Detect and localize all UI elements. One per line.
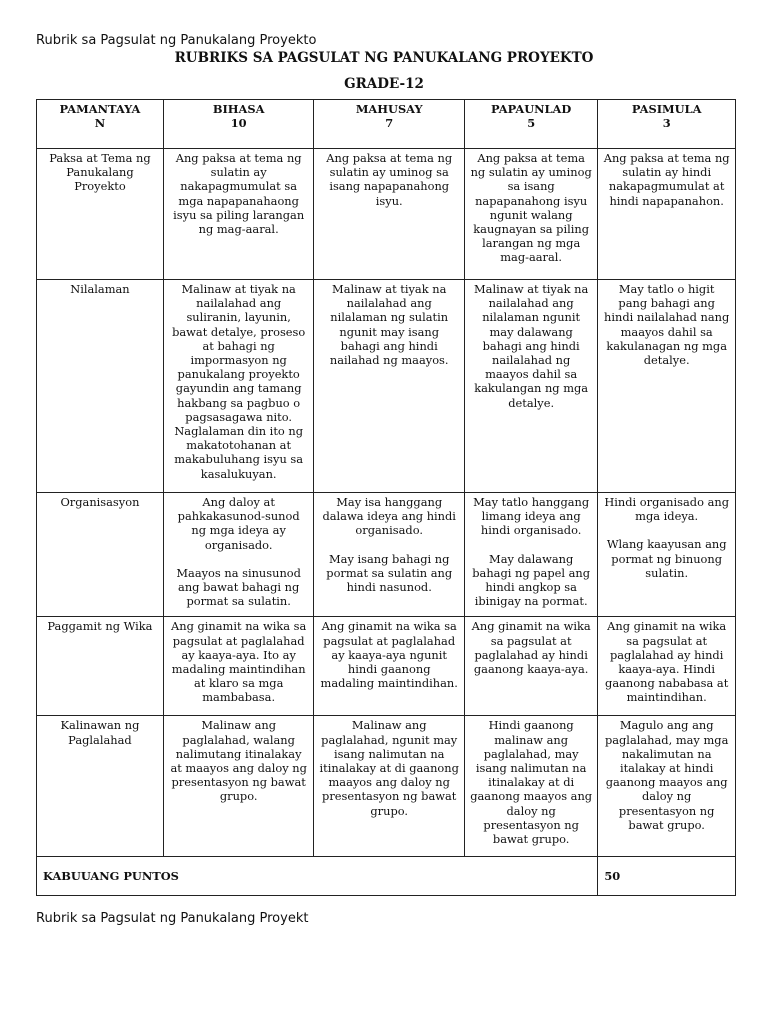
pasimula-cell: May tatlo o higit pang bahagi ang hindi nailalahad nang maayos dahil sa kakulanagan ng mga detalye. bbox=[598, 280, 736, 493]
papaunlad-cell: Hindi gaanong malinaw ang paglalahad, may isang nalimutan na itinalakay at di gaanong maayos ang daloy ng presentasyon ng bawat grupo. bbox=[464, 716, 597, 857]
bihasa-cell: Malinaw ang paglalahad, walang nalimutang itinalakay at maayos ang daloy ng presentasyon ng bawat grupo. bbox=[163, 716, 314, 857]
papaunlad-cell: Ang ginamit na wika sa pagsulat at paglalahad ay hindi gaanong kaaya-aya. bbox=[464, 617, 597, 716]
cell-paragraph: Hindi organisado ang mga ideya. bbox=[604, 495, 729, 524]
table-row bbox=[37, 716, 736, 857]
table-row bbox=[37, 149, 736, 280]
rubric-table bbox=[36, 99, 736, 896]
mahusay-cell: Malinaw at tiyak na nailalahad ang nilalaman ng sulatin ngunit may isang bahagi ang hindi nailahad ng maayos. bbox=[314, 280, 465, 493]
cell-paragraph: May dalawang bahagi ng papel ang hindi angkop sa ibinigay na pormat. bbox=[472, 551, 591, 609]
pasimula-cell bbox=[598, 493, 736, 617]
header-score: 3 bbox=[662, 116, 671, 131]
header-label: MAHUSAY bbox=[355, 102, 423, 116]
table-header-row bbox=[37, 100, 736, 149]
bihasa-cell: Ang ginamit na wika sa pagsulat at paglalahad ay kaaya-aya. Ito ay madaling maintindihan at klaro sa mga mambabasa. bbox=[163, 617, 314, 716]
pasimula-cell: Ang ginamit na wika sa pagsulat at paglalahad ay hindi kaaya-aya. Hindi gaanong nababasa at maintindihan. bbox=[598, 617, 736, 716]
total-row bbox=[37, 857, 736, 896]
header-label-cont: N bbox=[94, 116, 106, 131]
mahusay-cell: Malinaw ang paglalahad, ngunit may isang nalimutan na itinalakay at di gaanong maayos ang daloy ng presentasyon ng bawat grupo. bbox=[314, 716, 465, 857]
papaunlad-cell: Malinaw at tiyak na nailalahad ang nilalaman ngunit may dalawang bahagi ang hindi nailalahad ng maayos dahil sa kakulangan ng mga detalye. bbox=[464, 280, 597, 493]
cell-paragraph: May isang bahagi ng pormat sa sulatin ang hindi nasunod. bbox=[326, 551, 453, 595]
mahusay-cell: Ang paksa at tema ng sulatin ay uminog sa isang napapanahong isyu. bbox=[314, 149, 465, 280]
papaunlad-cell bbox=[464, 493, 597, 617]
bihasa-cell: Ang paksa at tema ng sulatin ay nakapagmumulat sa mga napapanahaong isyu sa piling larangan ng mag-aaral. bbox=[163, 149, 314, 280]
header-label: PAMANTAYA bbox=[59, 102, 141, 116]
page-footer: Rubrik sa Pagsulat ng Panukalang Proyekt bbox=[36, 911, 309, 926]
header-mahusay bbox=[314, 100, 465, 149]
table-row bbox=[37, 617, 736, 716]
cell-paragraph: Maayos na sinusunod ang bawat bahagi ng pormat sa sulatin. bbox=[176, 565, 301, 609]
table-row bbox=[37, 493, 736, 617]
header-label: BIHASA bbox=[212, 102, 265, 116]
total-value: 50 bbox=[598, 857, 736, 896]
header-score: 7 bbox=[385, 116, 394, 131]
cell-paragraph: May tatlo hanggang limang ideya ang hindi organisado. bbox=[473, 495, 590, 538]
table-row bbox=[37, 280, 736, 493]
criterion-cell: Organisasyon bbox=[37, 493, 164, 617]
document-subtitle: GRADE-12 bbox=[344, 76, 424, 92]
cell-paragraph: Ang daloy at pahkakasunod-sunod ng mga ideya ay organisado. bbox=[177, 495, 300, 552]
header-label: PAPAUNLAD bbox=[491, 102, 572, 116]
mahusay-cell bbox=[314, 493, 465, 617]
criterion-cell: Paggamit ng Wika bbox=[37, 617, 164, 716]
header-bihasa bbox=[163, 100, 314, 149]
criterion-cell: Paksa at Tema ng Panukalang Proyekto bbox=[37, 149, 164, 280]
header-pasimula bbox=[598, 100, 736, 149]
mahusay-cell: Ang ginamit na wika sa pagsulat at paglalahad ay kaaya-aya ngunit hindi gaanong madaling maintindihan. bbox=[314, 617, 465, 716]
cell-paragraph: Wlang kaayusan ang pormat ng binuong sulatin. bbox=[606, 537, 727, 580]
header-score: 10 bbox=[230, 116, 247, 131]
bihasa-cell: Malinaw at tiyak na nailalahad ang suliranin, layunin, bawat detalye, proseso at bahagi ng impormasyon ng panukalang proyekto gayundin ang tamang hakbang sa pagbuo o pagsasagawa nito. Naglalaman din ito ng makatotohanan at makabuluhang isyu sa kasalukuyan. bbox=[163, 280, 314, 493]
total-label: KABUUANG PUNTOS bbox=[37, 857, 598, 896]
document-title: RUBRIKS SA PAGSULAT NG PANUKALANG PROYEKTO bbox=[174, 50, 594, 66]
pasimula-cell: Magulo ang ang paglalahad, may mga nakalimutan na italakay at hindi gaanong maayos ang daloy ng presentasyon ng bawat grupo. bbox=[598, 716, 736, 857]
cell-paragraph: May isa hanggang dalawa ideya ang hindi organisado. bbox=[322, 495, 456, 538]
criterion-cell: Kalinawan ng Paglalahad bbox=[37, 716, 164, 857]
header-score: 5 bbox=[527, 116, 536, 131]
header-papaunlad bbox=[464, 100, 597, 149]
bihasa-cell bbox=[163, 493, 314, 617]
page-header: Rubrik sa Pagsulat ng Panukalang Proyekto bbox=[36, 33, 317, 48]
criterion-cell: Nilalaman bbox=[37, 280, 164, 493]
header-label: PASIMULA bbox=[631, 102, 702, 116]
header-pamantayan bbox=[37, 100, 164, 149]
papaunlad-cell: Ang paksa at tema ng sulatin ay uminog sa isang napapanahong isyu ngunit walang kaugnayan sa piling larangan ng mga mag-aaral. bbox=[464, 149, 597, 280]
pasimula-cell: Ang paksa at tema ng sulatin ay hindi nakapagmumulat at hindi napapanahon. bbox=[598, 149, 736, 280]
